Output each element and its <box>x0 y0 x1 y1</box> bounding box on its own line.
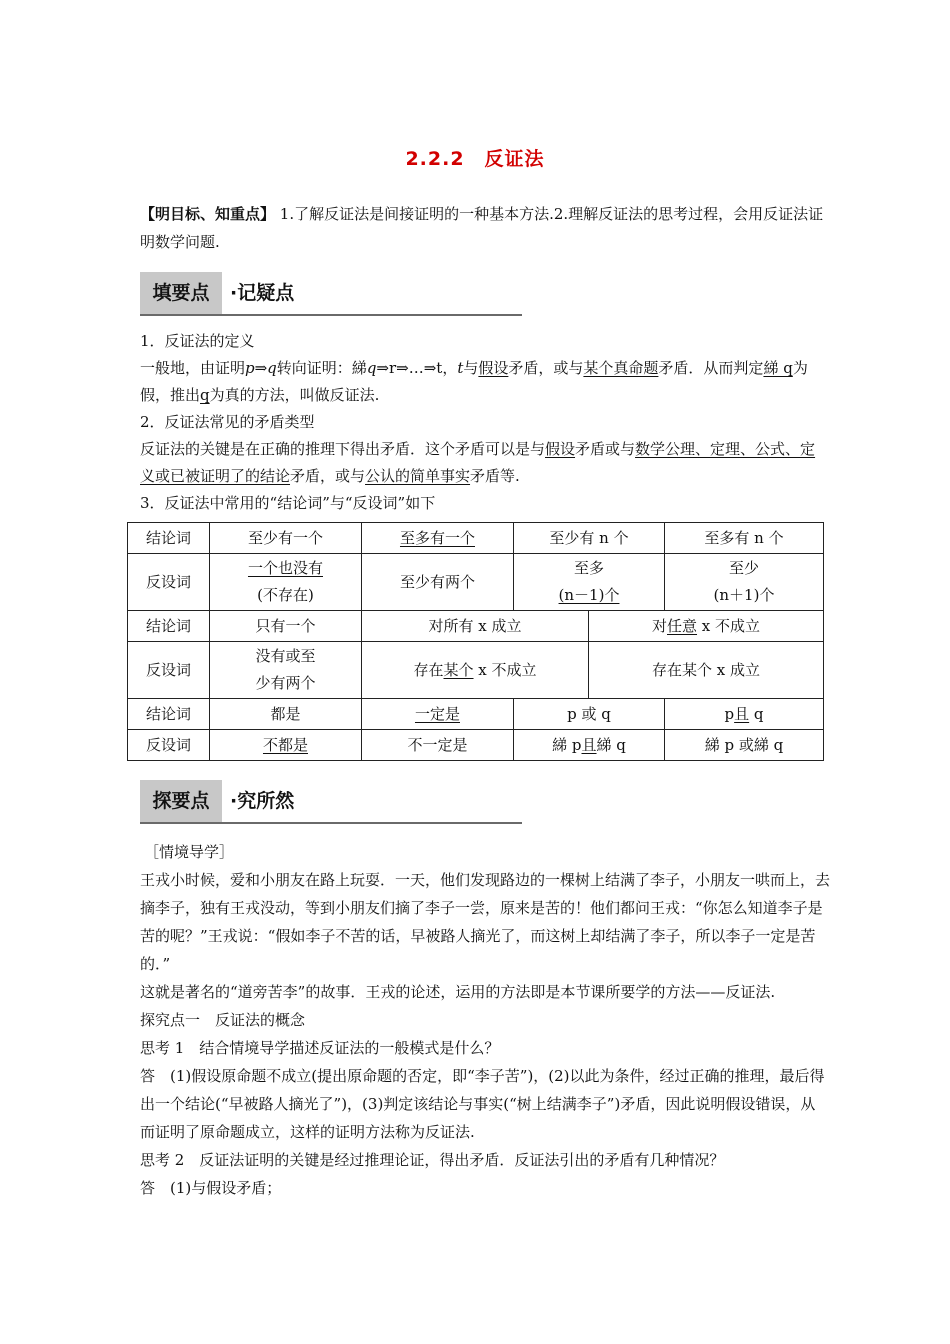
heading-contradiction-types: 2．反证法常见的矛盾类型 <box>140 413 315 431</box>
section-label-rest: ·记疑点 <box>230 282 295 304</box>
explore-content <box>140 838 830 1202</box>
explore-point-heading: 探究点一 反证法的概念 <box>140 1011 306 1029</box>
blank-axioms: 数学公理、定理、公式、定义或已被证明了的结论 <box>140 440 816 485</box>
fill-points <box>140 328 830 517</box>
blank-true-proposition: 某个真命题 <box>583 359 659 377</box>
answer-2: 答 (1)与假设矛盾； <box>140 1179 282 1197</box>
section-label-box: 探要点 <box>140 780 222 822</box>
section-header-explore <box>140 780 522 824</box>
contradiction-paragraph: 反证法的关键是在正确的推理下得出矛盾．这个矛盾可以是与假设矛盾或与数学公理、定理、公式、定义或已被证明了的结论矛盾，或与公认的简单事实矛盾等. <box>140 440 816 485</box>
learning-objectives <box>140 200 830 256</box>
objectives-text: 1.了解反证法是间接证明的一种基本方法.2.理解反证法的思考过程，会用反证法证明数学问题. <box>140 205 824 251</box>
definition-paragraph: 一般地，由证明p⇒q转向证明：綈q⇒r⇒…⇒t，t与假设矛盾，或与某个真命题矛盾．从而判定綈 q为假，推出q为真的方法，叫做反证法. <box>140 359 808 404</box>
situation-lead: ［情境导学］ <box>144 843 235 861</box>
section-label-rest: ·究所然 <box>230 790 295 812</box>
objectives-tag: 【明目标、知重点】 <box>140 205 276 223</box>
blank-assumption: 假设 <box>478 359 509 377</box>
think-question-2: 思考 2 反证法证明的关键是经过推理论证，得出矛盾．反证法引出的矛盾有几种情况？ <box>140 1151 725 1169</box>
blank-q: q <box>200 386 210 404</box>
conclusion-negation-table <box>127 522 824 761</box>
table-row: 反设词 一个也没有 (不存在) 至少有两个 至多 (n－1)个 至少 (n＋1)个 <box>128 554 824 611</box>
table-row: 反设词 没有或至 少有两个 存在某个 x 不成立 存在某个 x 成立 <box>128 642 824 699</box>
page-title: 2.2.2 反证法 <box>405 148 545 170</box>
section-header-fill <box>140 272 522 316</box>
table-row: 结论词 只有一个 对所有 x 成立 对任意 x 不成立 <box>128 611 824 642</box>
table-row: 结论词 都是 一定是 p 或 q p且 q <box>128 699 824 730</box>
blank-assumption-2: 假设 <box>545 440 576 458</box>
blank-facts: 公认的简单事实 <box>365 467 471 485</box>
section-label-box: 填要点 <box>140 272 222 314</box>
think-question-1: 思考 1 结合情境导学描述反证法的一般模式是什么？ <box>140 1039 500 1057</box>
heading-definition: 1．反证法的定义 <box>140 332 255 350</box>
table-row: 反设词 不都是 不一定是 綈 p且綈 q 綈 p 或綈 q <box>128 730 824 761</box>
table-row: 结论词 至少有一个 至多有一个 至少有 n 个 至多有 n 个 <box>128 523 824 554</box>
answer-1: 答 (1)假设原命题不成立(提出原命题的否定，即“李子苦”)，(2)以此为条件，经过正确的推理，最后得出一个结论(“早被路人摘光了”)，(3)判定该结论与事实(“树上结满李子”)矛盾，因此说明假设错误，从而证明了原命题成立，这样的证明方法称为反证法. <box>140 1067 825 1141</box>
heading-word-table: 3．反证法中常用的“结论词”与“反设词”如下 <box>140 494 436 512</box>
blank-not-q: 綈 q <box>763 359 793 377</box>
story-conclusion: 这就是著名的“道旁苦李”的故事．王戎的论述，运用的方法即是本节课所要学的方法——反证法. <box>140 983 776 1001</box>
story-paragraph: 王戎小时候，爱和小朋友在路上玩耍．一天，他们发现路边的一棵树上结满了李子，小朋友一哄而上，去摘李子，独有王戎没动，等到小朋友们摘了李子一尝，原来是苦的！他们都问王戎：“你怎么知道李子是苦的呢？”王戎说：“假如李子不苦的话，早被路人摘光了，而这树上却结满了李子，所以李子一定是苦的．” <box>140 871 831 973</box>
